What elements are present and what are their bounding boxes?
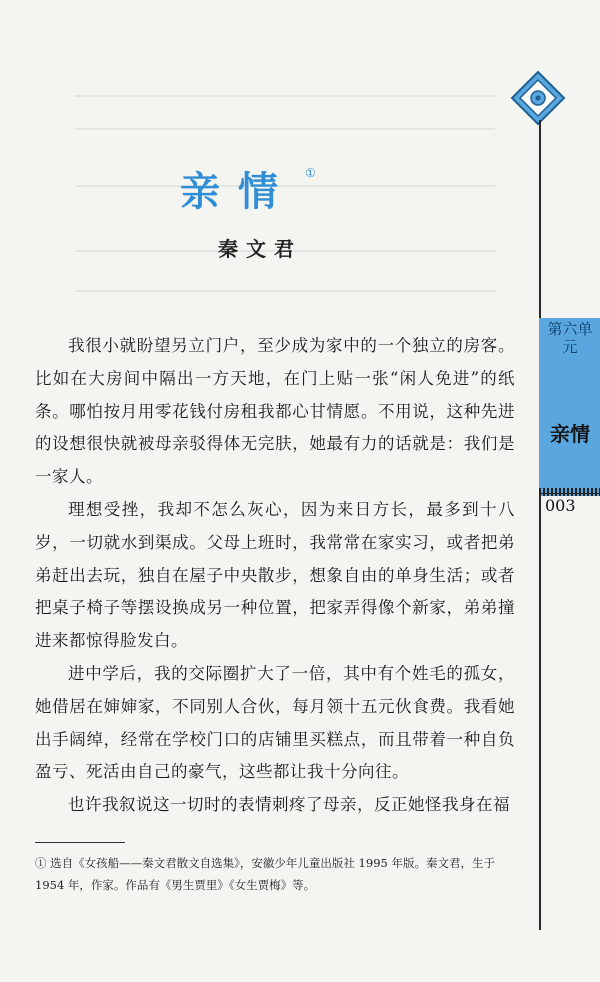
- title-footnote-marker: ①: [305, 166, 316, 180]
- article-body: [35, 330, 515, 822]
- paragraph: 进中学后，我的交际圈扩大了一倍，其中有个姓毛的孤女，她借居在婶婶家，不同别人合伙，每月领十五元伙食费。我看她出手阔绰，经常在学校门口的店铺里买糕点，而且带着一种自负盈亏、死活由自己的豪气，这些都让我十分向往。: [35, 663, 515, 782]
- show-through-line: [75, 95, 495, 97]
- margin-rule: [539, 120, 541, 930]
- tab-stripes: [539, 488, 600, 496]
- page-number: 003: [545, 496, 576, 515]
- paragraph: 也许我叙说这一切时的表情刺疼了母亲，反正她怪我身在福: [68, 795, 510, 815]
- ornament-icon: [510, 70, 566, 126]
- show-through-line: [75, 290, 495, 292]
- section-name: 亲情: [550, 422, 590, 446]
- paragraph: 理想受挫，我却不怎么灰心，因为来日方长，最多到十八岁，一切就水到渠成。父母上班时，我常常在家实习，或者把弟弟赶出去玩，独自在屋子中央散步，想象自由的单身生活；或者把桌子椅子等摆设换成另一种位置，把家弄得像个新家，弟弟撞进来都惊得脸发白。: [35, 499, 515, 651]
- footnote-rule: [35, 842, 125, 843]
- footnote: ① 选自《女孩船——秦文君散文自选集》，安徽少年儿童出版社 1995 年版。秦文君，生于 1954 年，作家。作品有《男生贾里》《女生贾梅》等。: [35, 856, 495, 892]
- paragraph: 我很小就盼望另立门户，至少成为家中的一个独立的房客。比如在大房间中隔出一方天地，在门上贴一张“闲人免进”的纸条。哪怕按月用零花钱付房租我都心甘情愿。不用说，这种先进的设想很快就被母亲驳得体无完肤，她最有力的话就是：我们是一家人。: [35, 336, 515, 487]
- author-name: 秦文君: [218, 237, 302, 261]
- unit-tab-label: 第六单元: [547, 320, 593, 356]
- page-number-rule: [539, 493, 600, 494]
- show-through-line: [75, 128, 495, 130]
- article-title: 亲情: [180, 168, 296, 215]
